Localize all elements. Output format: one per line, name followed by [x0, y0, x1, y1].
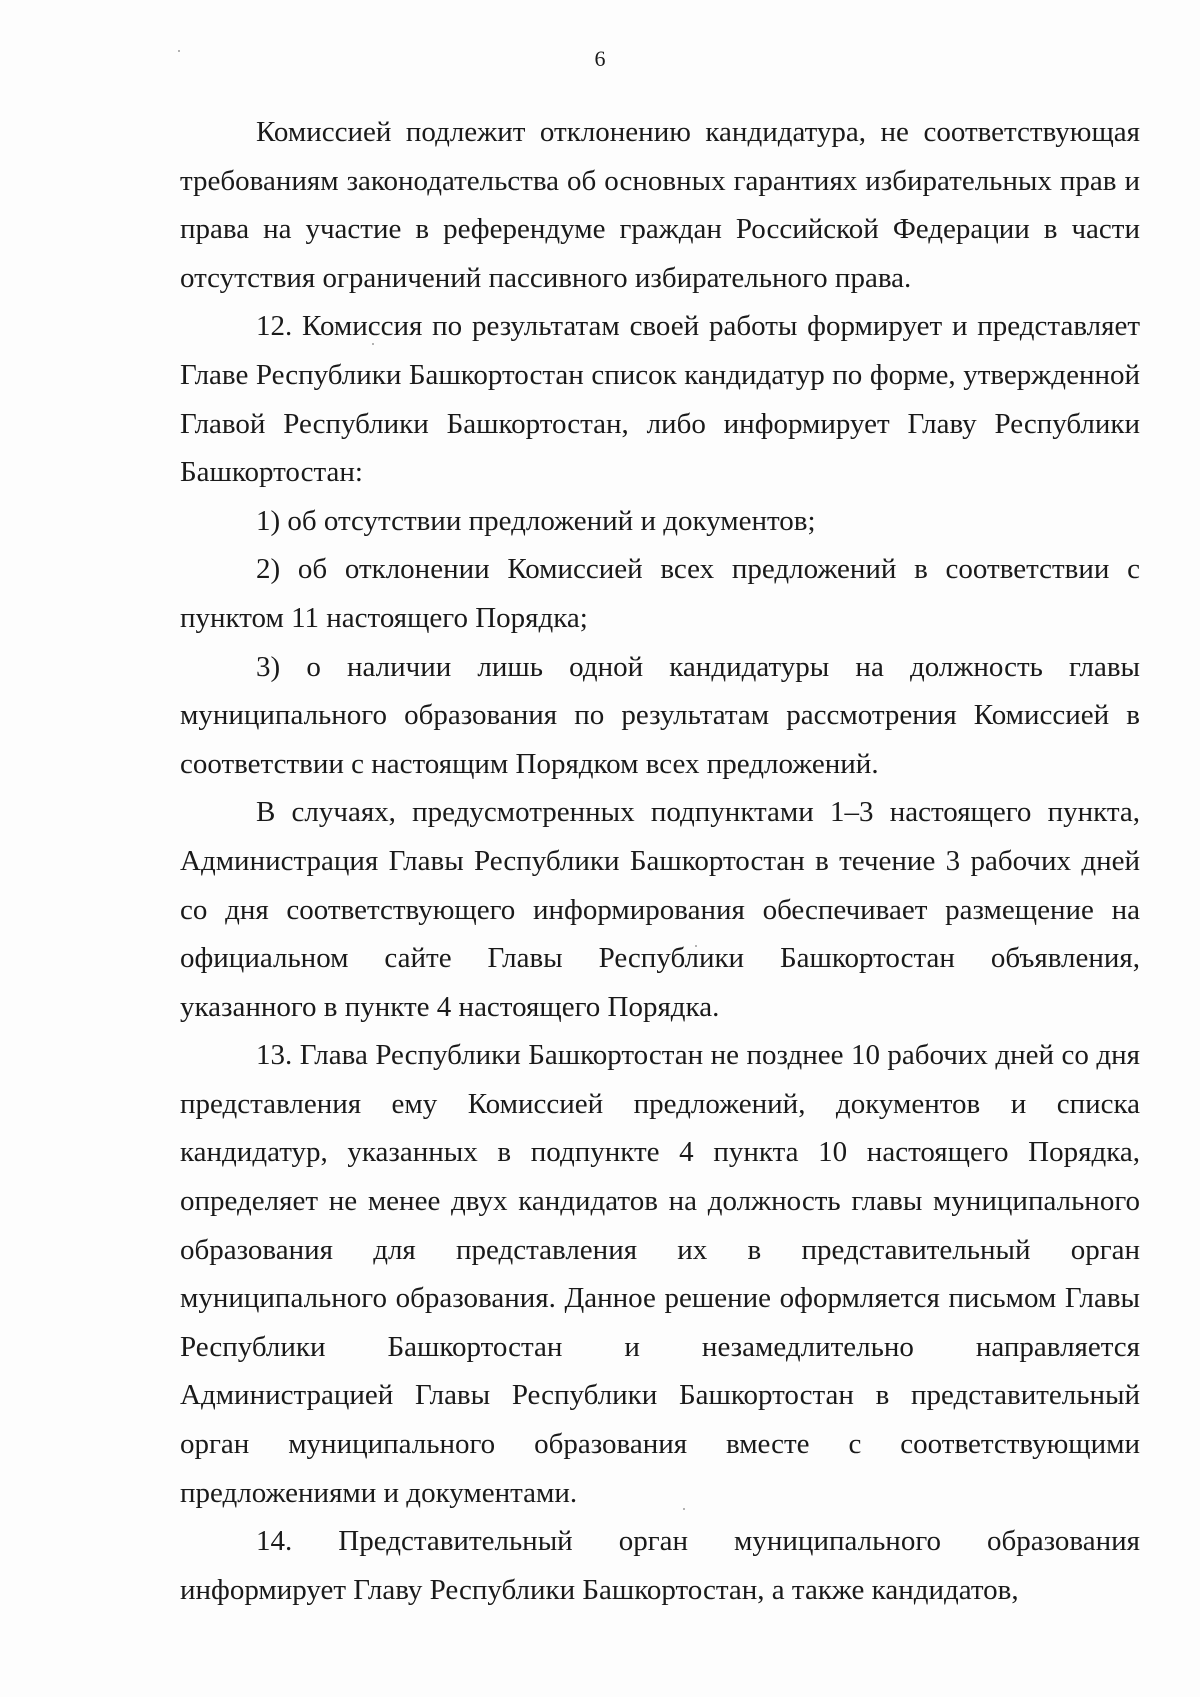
paragraph-rejection-rule: Комиссией подлежит отклонению кандидатура, не соответствующая требованиям законодательства об основных гарантиях избирательных прав и права на участие в референдуме граждан Российской Федерации в части отсутствия ограничений пассивного избирательного права.: [180, 116, 1140, 294]
paragraph-item-12: 12. Комиссия по результатам своей работы формирует и представляет Главе Республики Башкортостан список кандидатур по форме, утвержденной Главой Республики Башкортостан, либо информирует Главу Республики Башкортостан:: [180, 310, 1140, 489]
paragraph-item-13: 13. Глава Республики Башкортостан не позднее 10 рабочих дней со дня представления ему Комиссией предложений, документов и списка кандидатур, указанных в подпункте 4 пункта 10 настоящего Порядка, определяет не менее двух кандидатов на должность главы муниципального образования для представления их в представительный орган муниципального образования. Данное решение оформляется письмом Главы Республики Башкортостан и незамедлительно направляется Администрацией Главы Республики Башкортостан в представительный орган муниципального образования вместе с соответствующими предложениями и документами.: [180, 1039, 1140, 1509]
paragraph-item-14: 14. Представительный орган муниципального образования информирует Главу Республики Башкортостан, а также кандидатов,: [180, 1525, 1140, 1606]
subitem-1: 1) об отсутствии предложений и документов;: [256, 504, 816, 537]
subitem-3: 3) о наличии лишь одной кандидатуры на должность главы муниципального образования по результатам рассмотрения Комиссией в соответствии с настоящим Порядком всех предложений.: [180, 650, 1140, 780]
subitem-2: 2) об отклонении Комиссией всех предложений в соответствии с пунктом 11 настоящего Порядка;: [180, 553, 1140, 634]
page-number: 6: [594, 46, 606, 71]
paragraph-cases: В случаях, предусмотренных подпунктами 1–3 настоящего пункта, Администрация Главы Республики Башкортостан в течение 3 рабочих дней со дня соответствующего информирования обеспечивает размещение на официальном сайте Главы Республики Башкортостан объявления, указанного в пункте 4 настоящего Порядка.: [180, 796, 1140, 1023]
document-body: [180, 108, 1140, 1614]
